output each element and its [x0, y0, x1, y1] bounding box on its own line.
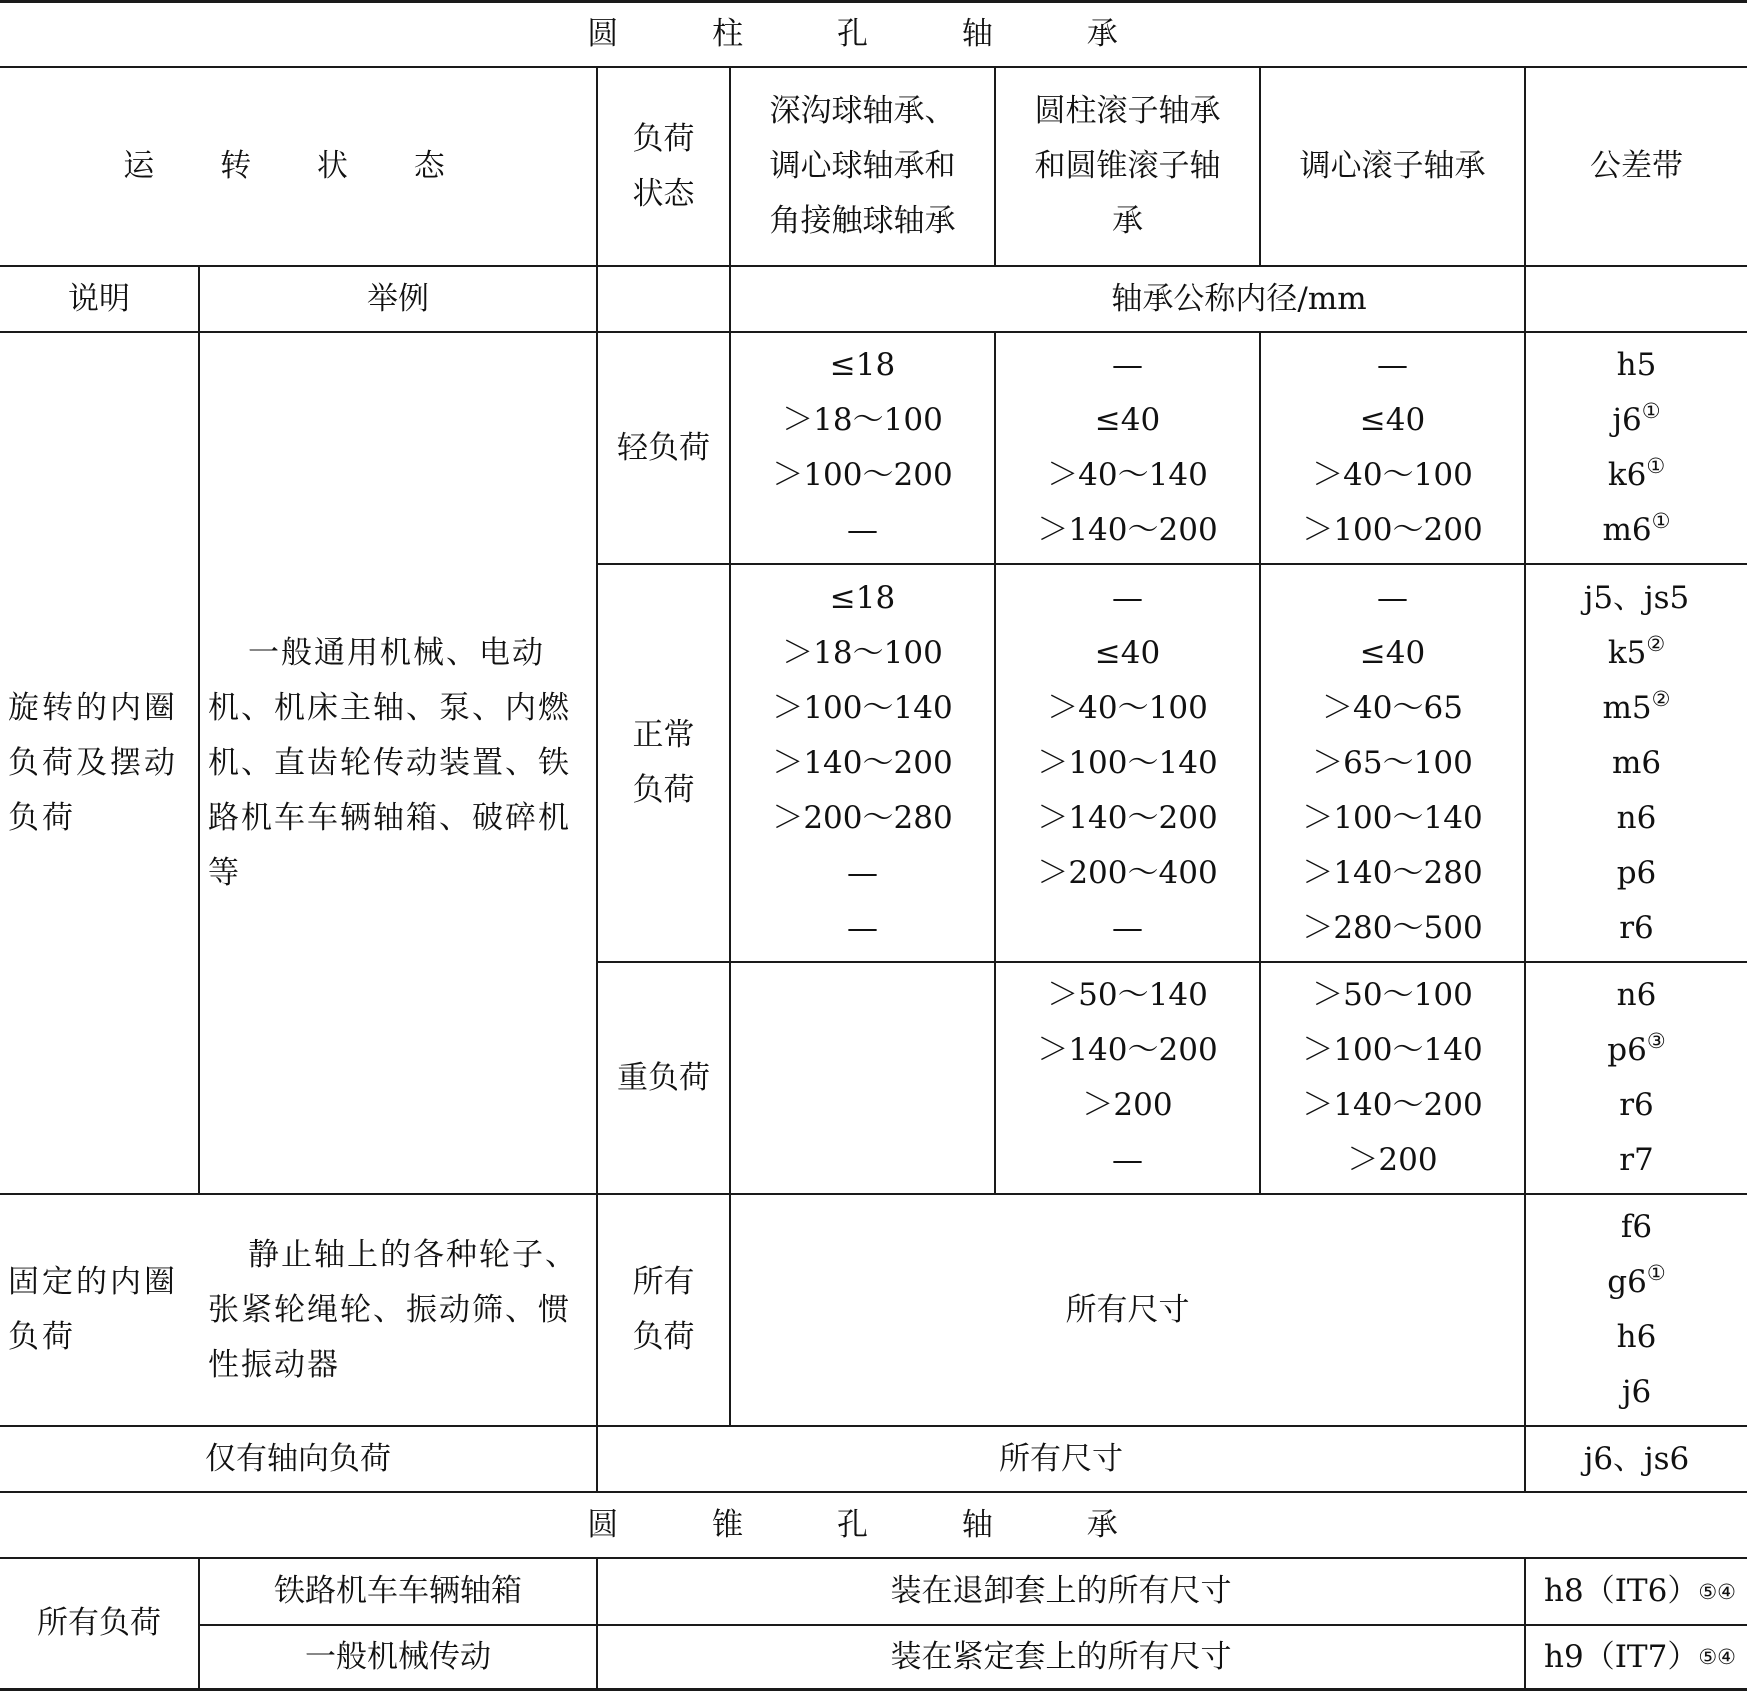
tapered-example-railway: 铁路机车车辆轴箱 — [274, 1573, 522, 1609]
tolerance-code: r7 — [1619, 1142, 1654, 1178]
size-range: ＞200～400 — [1037, 854, 1218, 891]
size-range: ＞140～200 — [1037, 799, 1218, 836]
size-range: ＞140～280 — [1302, 854, 1483, 891]
tolerance-code: p6 — [1616, 854, 1657, 891]
rotating-load-description: 旋转的内圈负荷及摆动负荷 — [8, 689, 178, 836]
tolerance-code: k5 — [1607, 634, 1647, 671]
size-range: ≤40 — [1359, 634, 1426, 671]
header-load-state: 负荷状态 — [632, 120, 695, 212]
size-range: — — [1112, 579, 1143, 616]
header-cylindrical-tapered-roller: 圆柱滚子轴承和圆锥滚子轴承 — [1034, 93, 1221, 239]
tolerance-value — [1603, 503, 1671, 558]
tolerance-value — [1612, 736, 1661, 791]
rule-bottom — [0, 1688, 1747, 1691]
size-range: ＞100～140 — [1037, 744, 1218, 781]
tolerance-value — [1607, 1255, 1665, 1310]
fixed-load-label: 所有负荷 — [632, 1264, 695, 1355]
size-range: ≤40 — [1094, 402, 1161, 438]
fixed-load-example: 静止轴上的各种轮子、张紧轮绳轮、振动筛、惯性振动器 — [208, 1236, 578, 1383]
tolerance-value — [1608, 626, 1665, 681]
heavy-load-spherical-sizes — [1261, 963, 1524, 1193]
normal-load-spherical-sizes — [1261, 565, 1524, 961]
size-range: ＞200 — [1082, 1087, 1173, 1123]
header-description: 说明 — [68, 280, 130, 317]
tolerance-value: h9（IT7） — [1544, 1638, 1699, 1675]
tolerance-value — [1619, 1133, 1654, 1188]
size-range: ＞18～100 — [782, 634, 943, 671]
tolerance-value — [1612, 393, 1660, 448]
tolerance-code: j6 — [1621, 1374, 1652, 1410]
tapered-tolerance-h9: h9（IT7） ⑤④ — [1526, 1626, 1747, 1688]
normal-load-roller-sizes — [996, 565, 1259, 961]
tolerance-value — [1603, 681, 1671, 736]
header-example: 举例 — [367, 280, 429, 317]
size-range: ＞40～100 — [1047, 689, 1208, 726]
tolerance-code: m5 — [1602, 689, 1652, 726]
header-spherical-roller: 调心滚子轴承 — [1299, 148, 1486, 184]
tolerance-code: k6 — [1607, 457, 1647, 493]
light-load-tolerance — [1526, 333, 1747, 563]
tapered-example-general: 一般机械传动 — [305, 1638, 491, 1675]
size-range: ＞100～200 — [1302, 512, 1483, 548]
tolerance-code: r6 — [1619, 909, 1654, 946]
light-load-label: 轻负荷 — [617, 429, 710, 466]
tolerance-code: r6 — [1619, 1087, 1654, 1123]
size-range: ＞280～500 — [1302, 909, 1483, 946]
size-range: — — [1112, 347, 1143, 383]
size-range: ＞100～140 — [772, 689, 953, 726]
tolerance-code: h5 — [1616, 347, 1657, 383]
size-range: ＞200～280 — [772, 799, 953, 836]
axial-load-tolerance: j6、js6 — [1583, 1440, 1690, 1477]
tolerance-value — [1617, 338, 1657, 393]
size-range: ≤40 — [1094, 634, 1161, 671]
size-range: ＞18～100 — [782, 402, 943, 438]
size-range: ≤18 — [829, 579, 896, 616]
axial-load-size: 所有尺寸 — [999, 1440, 1123, 1477]
normal-load-tolerance — [1526, 565, 1747, 961]
size-range: — — [847, 854, 878, 891]
tolerance-value — [1619, 1078, 1654, 1133]
size-range: ≤40 — [1359, 402, 1426, 438]
size-range: ＞140～200 — [772, 744, 953, 781]
footnote-marker: ③ — [1646, 1029, 1666, 1053]
footnote-marker: ② — [1651, 686, 1671, 711]
fixed-load-size: 所有尺寸 — [1065, 1291, 1190, 1328]
footnote-marker: ① — [1646, 1261, 1666, 1285]
tolerance-code: m6 — [1611, 744, 1662, 781]
tolerance-value — [1608, 448, 1665, 503]
size-range: ＞140～200 — [1037, 1032, 1218, 1068]
light-load-spherical-sizes — [1261, 333, 1524, 563]
size-range: ＞140～200 — [1302, 1087, 1483, 1123]
tolerance-value — [1619, 901, 1654, 956]
header-nominal-bore: 轴承公称内径/mm — [1111, 280, 1367, 317]
fixed-load-description: 固定的内圈负荷 — [8, 1264, 178, 1355]
tolerance-value — [1617, 968, 1657, 1023]
header-tolerance-zone: 公差带 — [1590, 148, 1683, 184]
normal-load-label: 正常负荷 — [632, 717, 695, 808]
tolerance-code: p6 — [1607, 1032, 1647, 1068]
header-deep-groove-ball: 深沟球轴承、调心球轴承和角接触球轴承 — [769, 93, 956, 239]
tolerance-value: h8（IT6） — [1544, 1573, 1699, 1609]
light-load-ball-sizes — [731, 333, 994, 563]
section-title-cylindrical: 圆 柱 孔 轴 承 — [587, 16, 1160, 52]
size-range: ＞100～200 — [772, 457, 953, 493]
size-range: ＞40～100 — [1312, 457, 1473, 493]
tolerance-code: j5、js5 — [1583, 579, 1690, 616]
tapered-size-adapter-sleeve: 装在紧定套上的所有尺寸 — [890, 1638, 1232, 1675]
tolerance-value — [1617, 846, 1657, 901]
footnote-marker: ② — [1646, 631, 1666, 656]
tolerance-value — [1622, 1365, 1651, 1420]
tapered-load-label: 所有负荷 — [37, 1605, 161, 1641]
size-range: — — [1377, 579, 1408, 616]
size-range: ≤18 — [829, 347, 896, 383]
size-range: ＞200 — [1347, 1142, 1438, 1178]
size-range: ＞40～65 — [1322, 689, 1463, 726]
tolerance-value — [1584, 571, 1690, 626]
size-range: ＞50～100 — [1312, 977, 1473, 1013]
size-range: ＞50～140 — [1047, 977, 1208, 1013]
tolerance-code: h6 — [1616, 1319, 1657, 1355]
size-range: — — [1377, 347, 1408, 383]
light-load-roller-sizes — [996, 333, 1259, 563]
header-operating-state: 运 转 状 态 — [123, 148, 473, 184]
axial-load-label: 仅有轴向负荷 — [205, 1440, 391, 1477]
size-range: ＞40～140 — [1047, 457, 1208, 493]
heavy-load-roller-sizes — [996, 963, 1259, 1193]
size-range: ＞65～100 — [1312, 744, 1473, 781]
size-range: — — [847, 512, 878, 548]
heavy-load-tolerance — [1526, 963, 1747, 1193]
tolerance-value — [1617, 1310, 1657, 1365]
rotating-load-example: 一般通用机械、电动机、机床主轴、泵、内燃机、直齿轮传动装置、铁路机车车辆轴箱、破碎机等 — [208, 634, 571, 891]
size-range: — — [1112, 909, 1143, 946]
footnote-marker: ① — [1641, 399, 1661, 423]
size-range: — — [847, 909, 878, 946]
footnote-marker: ① — [1651, 509, 1671, 533]
tolerance-code: n6 — [1616, 977, 1657, 1013]
tapered-size-withdrawal-sleeve: 装在退卸套上的所有尺寸 — [890, 1573, 1232, 1609]
size-range: ＞140～200 — [1037, 512, 1218, 548]
heavy-load-label: 重负荷 — [617, 1059, 710, 1096]
tapered-tolerance-h8: h8（IT6） ⑤④ — [1526, 1559, 1747, 1624]
tolerance-code: m6 — [1602, 512, 1652, 548]
footnote-marker: ① — [1646, 454, 1666, 478]
tolerance-value — [1621, 1200, 1652, 1255]
tolerance-code: j6 — [1612, 402, 1642, 438]
tolerance-value — [1617, 791, 1657, 846]
tolerance-code: n6 — [1616, 799, 1657, 836]
size-range: ＞100～140 — [1302, 1032, 1483, 1068]
normal-load-ball-sizes — [731, 565, 994, 961]
tolerance-value — [1607, 1023, 1665, 1078]
size-range: — — [1112, 1142, 1143, 1178]
size-range: ＞100～140 — [1302, 799, 1483, 836]
tolerance-code: g6 — [1607, 1264, 1647, 1300]
section-title-tapered: 圆 锥 孔 轴 承 — [587, 1506, 1160, 1543]
tolerance-code: f6 — [1620, 1209, 1653, 1245]
fixed-load-tolerance — [1526, 1195, 1747, 1425]
